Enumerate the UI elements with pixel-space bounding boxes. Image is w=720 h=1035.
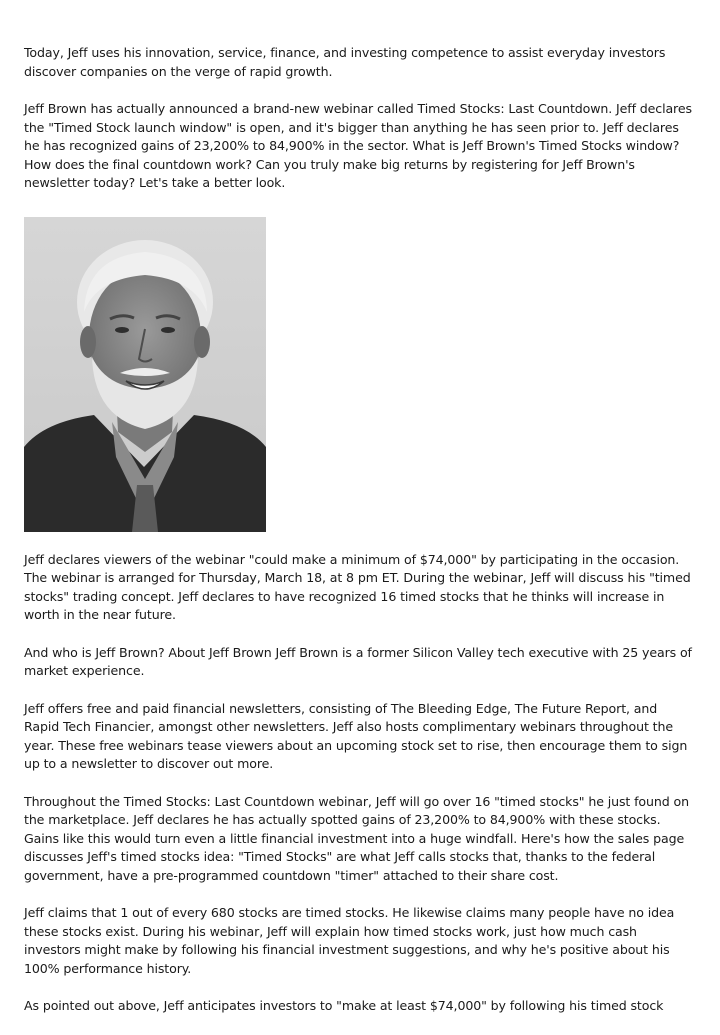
paragraph-webinar-details: Jeff declares viewers of the webinar "could make a minimum of $74,000" by participating in the occasion. The webinar is arranged for Thursday, March 18, at 8 pm ET. During the webinar, Jeff will discuss his "timed stocks" trading concept. Jeff declares to have recognized 16 timed stocks that he thinks will increase in worth in the near future. [24,551,691,622]
paragraph-timed-stocks: Throughout the Timed Stocks: Last Countdown webinar, Jeff will go over 16 "timed stocks" he just found on the marketplace. Jeff declares he has actually spotted gains of 23,200% to 84,900% with these stocks. Gains like this would turn even a little financial investment into a huge windfall. Here's how the sales page discusses Jeff's timed stocks idea: "Timed Stocks" are what Jeff calls stocks that, thanks to the federal government, have a pre-programmed countdown "timer" attached to their share cost. [24,793,689,883]
paragraph-expectations: As pointed out above, Jeff anticipates investors to "make at least $74,000" by following his timed stock [24,998,664,1013]
paragraph-intro: Today, Jeff uses his innovation, service, finance, and investing competence to assist everyday investors discover companies on the verge of rapid growth. [24,45,666,79]
paragraph-newsletters: Jeff offers free and paid financial newsletters, consisting of The Bleeding Edge, The Future Report, and Rapid Tech Financier, amongst other newsletters. Jeff also hosts complimentary webinars throughout the year. These free webinars tease viewers about an upcoming stock set to rise, then encourage them to sign up to a newsletter to discover out more. [24,700,688,771]
portrait-photo [24,217,266,532]
portrait-illustration [24,217,266,532]
paragraph-webinar-announcement: Jeff Brown has actually announced a brand-new webinar called Timed Stocks: Last Countdown. Jeff declares the "Timed Stock launch window" is open, and it's bigger than anything he has seen prior to. Jeff declares he has recognized gains of 23,200% to 84,900% in the sector. What is Jeff Brown's Timed Stocks window? How does the final countdown work? Can you truly make big returns by registering for Jeff Brown's newsletter today? Let's take a better look. [24,101,692,190]
paragraph-about-jeff: And who is Jeff Brown? About Jeff Brown Jeff Brown is a former Silicon Valley tech executive with 25 years of market experience. [24,644,692,678]
article-body [24,44,696,1035]
paragraph-claims: Jeff claims that 1 out of every 680 stocks are timed stocks. He likewise claims many people have no idea these stocks exist. During his webinar, Jeff will explain how timed stocks work, just how much cash investors might make by following his financial investment suggestions, and why he's positive about his 100% performance history. [24,905,675,976]
